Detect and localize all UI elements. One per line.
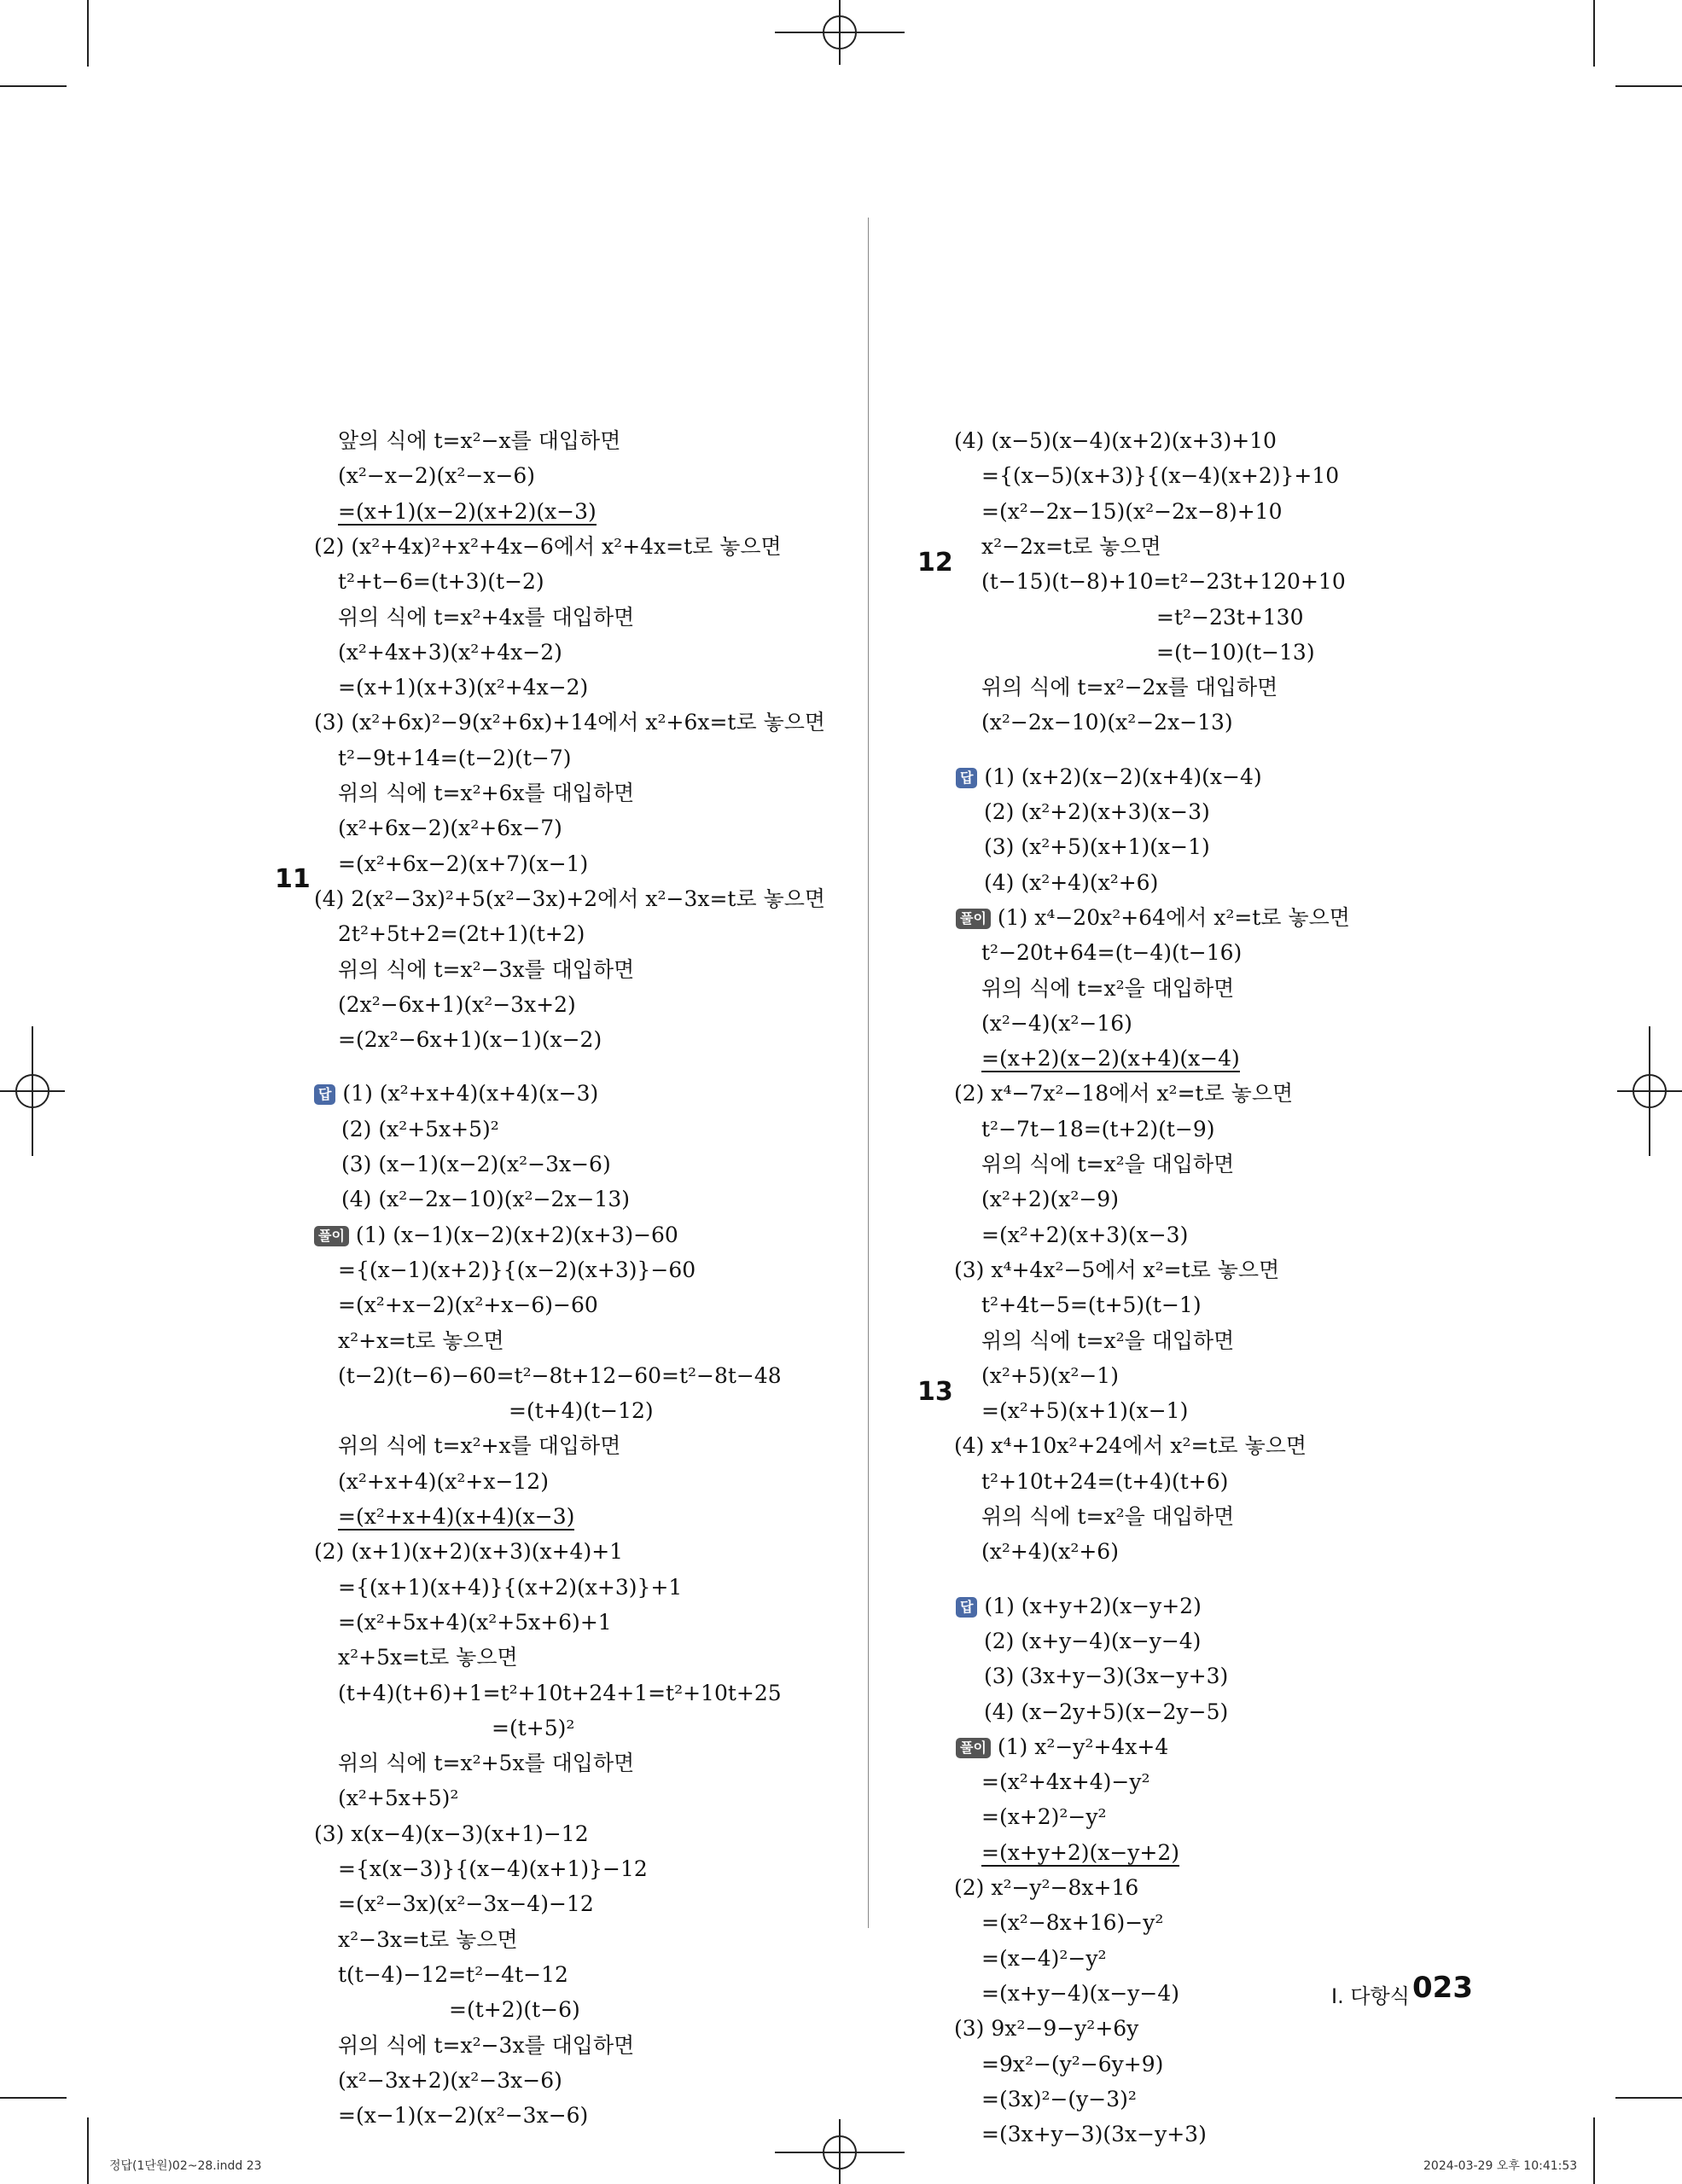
math-text: =(x²+x−2)(x²+x−6)−60 [338,1292,598,1318]
math-text: =(x+2)²−y² [981,1804,1107,1830]
solution-line [984,1662,1228,1691]
solution-line [338,1926,518,1955]
solution-line [981,938,1242,967]
solution-line [338,1025,602,1054]
math-text: =(x−1)(x−2)(x²−3x−6) [338,2103,589,2129]
solution-line [984,868,1158,897]
solution-line [338,850,588,879]
solution-line [981,1397,1188,1426]
answer-badge: 답 [956,1597,977,1618]
math-text: =(t+4)(t−12) [509,1398,654,1424]
solution-line [954,1079,1293,1108]
math-text: (x²+x+4)(x²+x−12) [338,1468,549,1494]
solution-line [338,956,634,985]
math-text: (t−2)(t−6)−60=t²−8t+12−60=t²−8t−48 [338,1362,782,1388]
math-text: =(3x+y−3)(3x−y+3) [981,2122,1207,2147]
question-number: 11 [275,864,311,895]
solution-line [314,885,825,914]
solution-line [314,1537,623,1566]
math-text: 위의 식에 t=x²을 대입하면 [981,1327,1235,1353]
math-text: (3) x⁴+4x²−5에서 x²=t로 놓으면 [954,1257,1280,1282]
answer-badge: 답 [314,1084,335,1105]
solution-line [338,1467,549,1496]
solution-line [338,1749,634,1778]
math-text: =t²−23t+130 [1156,604,1304,630]
math-text: =(x²+6x−2)(x+7)(x−1) [338,851,589,876]
registration-mark [1633,1074,1667,1108]
solution-line [981,1362,1119,1391]
solution-line [981,567,1346,596]
solution-line [338,1960,568,1989]
math-text: (1) x²−y²+4x+4 [997,1734,1169,1759]
solution-line [956,903,1350,932]
math-text: t²−20t+64=(t−4)(t−16) [981,940,1243,966]
solution-line [954,1432,1307,1461]
registration-mark [823,2135,857,2169]
math-text: t²+t−6=(t+3)(t−2) [338,569,544,595]
solution-line [338,1643,518,1672]
math-text: 위의 식에 t=x²+5x를 대입하면 [338,1751,635,1776]
registration-mark [15,1074,49,1108]
question-number: 13 [917,1376,953,1407]
solution-line [981,2050,1163,2079]
solution-line [981,1467,1228,1496]
math-text: (1) x⁴−20x²+64에서 x²=t로 놓으면 [997,904,1350,930]
solution-line [1156,638,1315,667]
math-text: (4) (x²+4)(x²+6) [984,869,1159,895]
math-text: =(x²−8x+16)−y² [981,1910,1164,1936]
solution-line [981,1221,1188,1250]
math-text: ={(x−1)(x+2)}{(x−2)(x+3)}−60 [338,1257,696,1282]
solution-line [314,1079,598,1108]
math-text: (t−15)(t−8)+10=t²−23t+120+10 [981,569,1346,595]
math-text: (3) (x²+6x)²−9(x²+6x)+14에서 x²+6x=t로 놓으면 [314,710,826,735]
math-text: (2x²−6x+1)(x²−3x+2) [338,991,576,1017]
solution-line [981,1908,1163,1937]
math-text: =(x²+5x+4)(x²+5x+6)+1 [338,1609,612,1635]
math-text: (2) (x+1)(x+2)(x+3)(x+4)+1 [314,1539,624,1565]
solution-line [314,1221,678,1250]
solution-line [981,1768,1149,1797]
solution-line [981,1150,1234,1179]
math-text: 위의 식에 t=x²+x를 대입하면 [338,1433,621,1459]
solution-line [981,532,1161,561]
solution-line [338,427,620,456]
crop-mark [1615,85,1682,87]
math-text: =(x+y+2)(x−y+2) [981,1839,1180,1865]
answer-badge: 답 [956,768,977,788]
solution-line [338,1679,782,1708]
solution-line [981,1502,1234,1531]
math-text: (2) x²−y²−8x+16 [954,1875,1139,1900]
solution-line [981,1185,1119,1214]
solution-line [338,1573,682,1602]
math-text: =(x²+4x+4)−y² [981,1769,1150,1795]
crop-mark [1593,0,1595,67]
math-text: (x²−x−2)(x²−x−6) [338,463,536,489]
math-text: =(x²+x+4)(x+4)(x−3) [338,1504,575,1529]
math-text: =(x²−3x)(x²−3x−4)−12 [338,1891,594,1917]
math-text: (4) 2(x²−3x)²+5(x²−3x)+2에서 x²−3x=t로 놓으면 [314,886,826,911]
math-text: =(x+1)(x+3)(x²+4x−2) [338,675,589,700]
math-text: (4) (x−2y+5)(x−2y−5) [984,1699,1229,1724]
time-stamp: 2024-03-29 오후 10:41:53 [1423,2159,1578,2173]
math-text: (x²+5)(x²−1) [981,1362,1119,1388]
solution-line [338,1432,620,1461]
math-text: (3) x(x−4)(x−3)(x+1)−12 [314,1821,589,1846]
solution-line [341,1115,499,1144]
crop-mark [87,2117,89,2184]
solution-line [981,1838,1179,1867]
math-text: (3) 9x²−9−y²+6y [954,2016,1139,2042]
solution-line [981,462,1339,491]
solution-line [981,1979,1179,2008]
math-text: =(x²+5)(x+1)(x−1) [981,1398,1189,1424]
math-text: t²+10t+24=(t+4)(t+6) [981,1468,1229,1494]
solution-line [338,1327,504,1356]
math-text: =(x²+2)(x+3)(x−3) [981,1222,1189,1247]
solution-line [981,673,1278,702]
crop-mark [1615,2097,1682,2099]
math-text: (4) (x−5)(x−4)(x+2)(x+3)+10 [954,428,1277,453]
solution-line [338,567,544,596]
solution-line [984,1627,1201,1656]
math-text: =(x+2)(x−2)(x+4)(x−4) [981,1046,1240,1072]
math-text: (2) (x²+5x+5)² [341,1116,499,1141]
math-text: 위의 식에 t=x²−2x를 대입하면 [981,675,1278,700]
question-number: 12 [917,547,953,578]
solution-line [338,779,634,808]
math-text: 위의 식에 t=x²−3x를 대입하면 [338,2032,635,2058]
solution-line [338,1502,574,1531]
solution-badge: 풀이 [956,1738,991,1758]
math-text: (2) (x²+2)(x+3)(x−3) [984,799,1210,824]
math-text: (1) (x²+x+4)(x+4)(x−3) [342,1081,599,1107]
math-text: (x²+5x+5)² [338,1786,459,1811]
solution-line [984,1698,1228,1727]
math-text: (2) x⁴−7x²−18에서 x²=t로 놓으면 [954,1081,1294,1107]
solution-line [338,673,588,702]
solution-line [981,974,1234,1003]
math-text: =(t+2)(t−6) [449,1997,580,2023]
math-text: (1) (x+y+2)(x−y+2) [984,1593,1202,1618]
math-text: =(3x)²−(y−3)² [981,2086,1137,2111]
math-text: 2t²+5t+2=(2t+1)(t+2) [338,921,585,947]
solution-line [338,1784,458,1813]
page-number: 023 [1412,1971,1473,2005]
math-text: ={(x−5)(x+3)}{(x−4)(x+2)}+10 [981,463,1340,489]
solution-line [314,532,782,561]
solution-line [314,1820,589,1849]
solution-line [981,708,1233,737]
math-text: (3) (3x+y−3)(3x−y+3) [984,1664,1229,1689]
solution-line [981,1044,1240,1073]
solution-line [984,833,1210,862]
math-text: (1) (x+2)(x−2)(x+4)(x−4) [984,764,1262,789]
solution-line [338,1855,648,1884]
math-text: (3) (x²+5)(x+1)(x−1) [984,834,1210,860]
crop-mark [0,2097,67,2099]
solution-line [954,2014,1138,2043]
solution-line [981,1291,1202,1320]
math-text: 위의 식에 t=x²을 대입하면 [981,1152,1235,1176]
math-text: (4) (x²−2x−10)(x²−2x−13) [341,1187,631,1212]
solution-line [981,1537,1119,1566]
solution-line [338,638,562,667]
math-text: t²−7t−18=(t+2)(t−9) [981,1116,1215,1141]
solution-line [338,744,572,773]
math-text: (x²+4)(x²+6) [981,1539,1119,1565]
solution-line [981,2120,1207,2149]
solution-line [956,1592,1202,1621]
math-text: =(x+1)(x−2)(x+2)(x−3) [338,498,597,524]
solution-line [338,990,576,1019]
solution-line [956,1733,1168,1762]
registration-mark [823,15,857,49]
solution-line [338,814,562,843]
crop-mark [0,85,67,87]
solution-line [338,2066,562,2095]
solution-line [338,497,597,526]
math-text: ={(x+1)(x+4)}{(x+2)(x+3)}+1 [338,1574,683,1600]
math-text: =9x²−(y²−6y+9) [981,2051,1164,2077]
solution-badge: 풀이 [314,1226,349,1246]
solution-line [338,1608,612,1637]
math-text: =(t−10)(t−13) [1156,639,1315,665]
math-text: =(x−4)²−y² [981,1945,1107,1971]
math-text: =(x+y−4)(x−y−4) [981,1980,1180,2006]
math-text: =(x²−2x−15)(x²−2x−8)+10 [981,498,1283,524]
math-text: =(t+5)² [492,1715,575,1740]
math-text: 위의 식에 t=x²을 대입하면 [981,1504,1235,1529]
solution-line [338,1362,782,1391]
solution-line [981,1803,1107,1832]
math-text: t²+4t−5=(t+5)(t−1) [981,1292,1202,1318]
solution-line [954,1873,1138,1902]
solution-line [338,2101,588,2130]
math-text: (1) (x−1)(x−2)(x+2)(x+3)−60 [355,1222,678,1247]
math-text: (x²−2x−10)(x²−2x−13) [981,710,1233,735]
solution-line [981,1944,1107,1973]
math-text: (4) x⁴+10x²+24에서 x²=t로 놓으면 [954,1433,1307,1459]
solution-line [509,1397,654,1426]
math-text: x²+x=t로 놓으면 [338,1327,504,1353]
math-text: 앞의 식에 t=x²−x를 대입하면 [338,428,621,453]
solution-line [338,1256,695,1285]
solution-line [338,462,535,491]
solution-line [492,1714,574,1743]
solution-line [341,1150,611,1179]
math-text: (3) (x−1)(x−2)(x²−3x−6) [341,1152,611,1176]
math-text: (x²+4x+3)(x²+4x−2) [338,639,562,665]
math-text: (2) (x²+4x)²+x²+4x−6에서 x²+4x=t로 놓으면 [314,533,782,559]
math-text: (2) (x+y−4)(x−y−4) [984,1628,1202,1653]
solution-line [954,1256,1279,1285]
solution-line [1156,603,1304,632]
math-text: (x²−3x+2)(x²−3x−6) [338,2067,562,2093]
math-text: x²−2x=t로 놓으면 [981,533,1161,559]
solution-line [981,2085,1137,2114]
file-slug: 정답(1단원)02~28.indd 23 [109,2159,262,2173]
math-text: (t+4)(t+6)+1=t²+10t+24+1=t²+10t+25 [338,1680,782,1705]
solution-line [981,1115,1215,1144]
math-text: 위의 식에 t=x²−3x를 대입하면 [338,956,635,982]
solution-line [449,1995,580,2024]
solution-line [338,1291,598,1320]
math-text: t²−9t+14=(t−2)(t−7) [338,745,572,770]
math-text: 위의 식에 t=x²+6x를 대입하면 [338,781,635,805]
solution-line [956,763,1262,792]
solution-line [338,2031,634,2060]
column-divider [868,218,869,1928]
math-text: x²−3x=t로 놓으면 [338,1926,518,1952]
math-text: x²+5x=t로 놓으면 [338,1645,518,1670]
math-text: 위의 식에 t=x²을 대입하면 [981,975,1235,1001]
math-text: =(2x²−6x+1)(x−1)(x−2) [338,1027,602,1053]
math-text: (x²+6x−2)(x²+6x−7) [338,816,562,841]
solution-line [984,798,1210,827]
math-text: t(t−4)−12=t²−4t−12 [338,1961,568,1987]
solution-line [338,1890,594,1919]
solution-line [954,427,1277,456]
solution-line [314,708,825,737]
solution-line [981,1009,1132,1038]
section-title: Ⅰ. 다항식 [1331,1984,1410,2008]
math-text: 위의 식에 t=x²+4x를 대입하면 [338,604,635,630]
math-text: ={x(x−3)}{(x−4)(x+1)}−12 [338,1856,648,1881]
crop-mark [87,0,89,67]
math-text: (x²−4)(x²−16) [981,1010,1132,1036]
crop-mark [1593,2117,1595,2184]
solution-badge: 풀이 [956,909,991,929]
solution-line [981,1327,1234,1356]
math-text: (x²+2)(x²−9) [981,1187,1119,1212]
solution-line [338,603,634,632]
solution-line [338,920,585,949]
solution-line [341,1185,630,1214]
solution-line [981,497,1282,526]
